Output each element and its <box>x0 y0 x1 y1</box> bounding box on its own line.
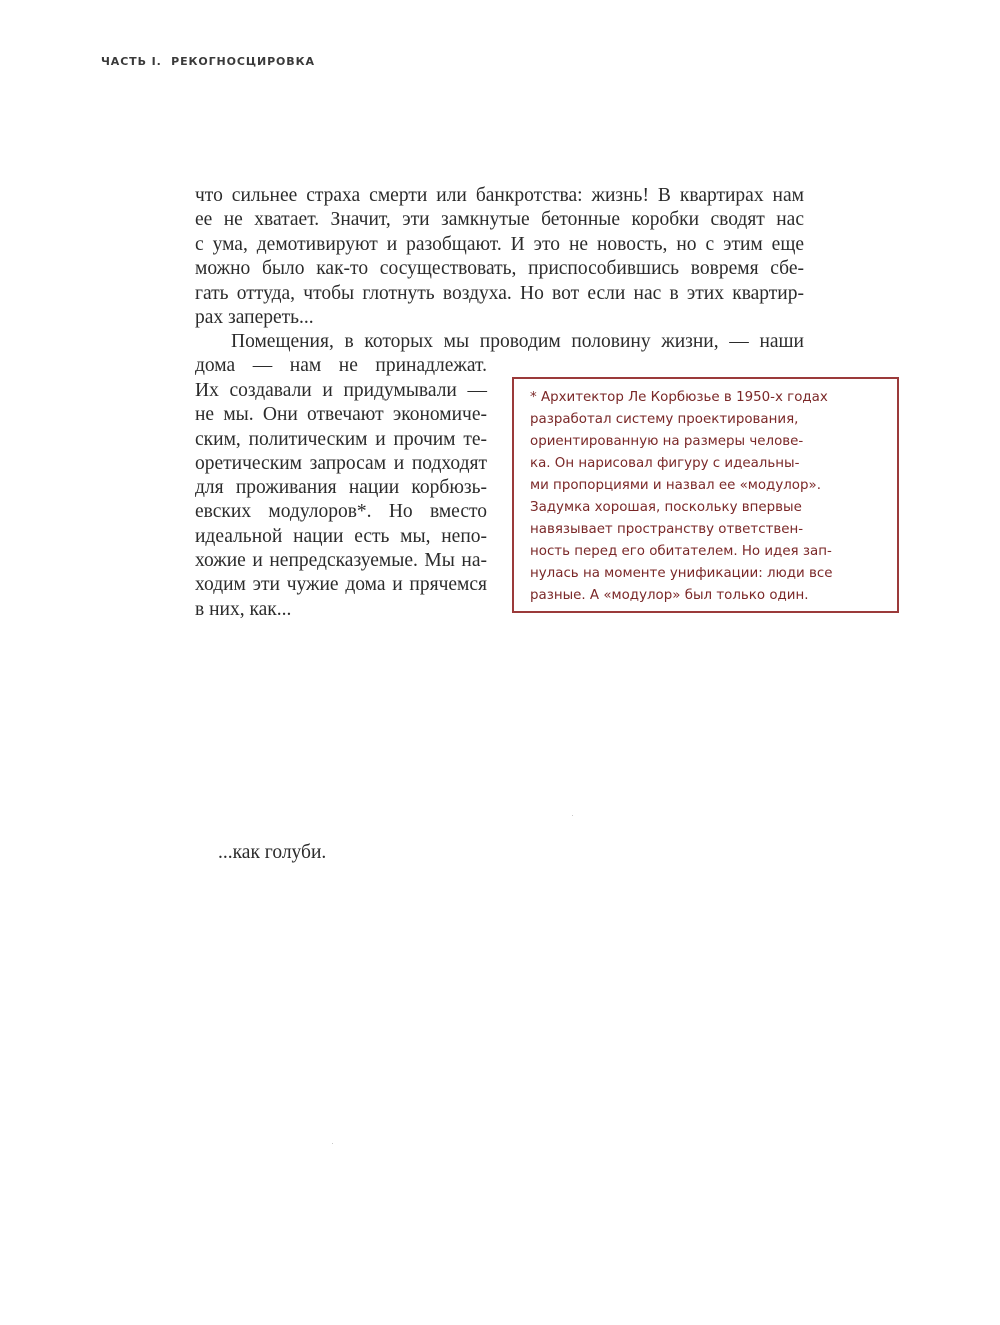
footnote-line: ность перед его обитателем. Но идея зап- <box>530 544 832 559</box>
footnote-line: * Архитектор Ле Корбюзье в 1950-х годах <box>530 390 828 405</box>
body-line-narrow: не мы. Они отвечают экономиче- <box>195 404 487 425</box>
body-line: что сильнее страха смерти или банкротства: жизнь! В квартирах нам <box>195 185 804 206</box>
footnote-line: ориентированную на размеры челове- <box>530 434 804 449</box>
body-line: можно было как-то сосуществовать, приспособившись вовремя сбе- <box>195 258 804 279</box>
body-line-narrow: для проживания нации корбюзь- <box>195 477 487 498</box>
body-line-narrow: оретическим запросам и подходят <box>195 453 487 474</box>
footnote-line: ми пропорциями и назвал ее «модулор». <box>530 478 821 493</box>
footnote-line: навязывает пространству ответствен- <box>530 522 804 537</box>
body-line-narrow: идеальной нации есть мы, непо- <box>195 526 487 547</box>
scan-speck <box>572 815 573 816</box>
body-line-narrow: дома — нам не принадлежат. <box>195 355 487 376</box>
body-line: рах запереть... <box>195 307 314 328</box>
body-line-narrow: хожие и непредсказуемые. Мы на- <box>195 550 487 571</box>
footnote-line: разные. А «модулор» был только один. <box>530 588 809 603</box>
running-head: ЧАСТЬ I. РЕКОГНОСЦИРОВКА <box>101 55 315 68</box>
footnote-line: разработал систему проектирования, <box>530 412 799 427</box>
body-line-narrow: евских модулоров*. Но вместо <box>195 501 487 522</box>
ending-line: ...как голуби. <box>218 842 327 863</box>
footnote-box <box>512 377 899 613</box>
body-line-narrow: ходим эти чужие дома и прячемся <box>195 574 487 595</box>
body-line-narrow: в них, как... <box>195 599 292 620</box>
body-line-narrow: ским, политическим и прочим те- <box>195 429 487 450</box>
footnote-line: Задумка хорошая, поскольку впервые <box>530 500 802 515</box>
body-line-narrow: Их создавали и придумывали — <box>195 380 487 401</box>
footnote-line: ка. Он нарисовал фигуру с идеальны- <box>530 456 800 471</box>
body-line: ее не хватает. Значит, эти замкнутые бетонные коробки сводят нас <box>195 209 804 230</box>
body-line: с ума, демотивируют и разобщают. И это не новость, но с этим еще <box>195 234 804 255</box>
footnote-line: нулась на моменте унификации: люди все <box>530 566 833 581</box>
body-line: гать оттуда, чтобы глотнуть воздуха. Но вот если нас в этих квартир- <box>195 283 804 304</box>
scan-speck <box>332 1143 333 1144</box>
body-line-indent: Помещения, в которых мы проводим половину жизни, — наши <box>231 331 804 352</box>
